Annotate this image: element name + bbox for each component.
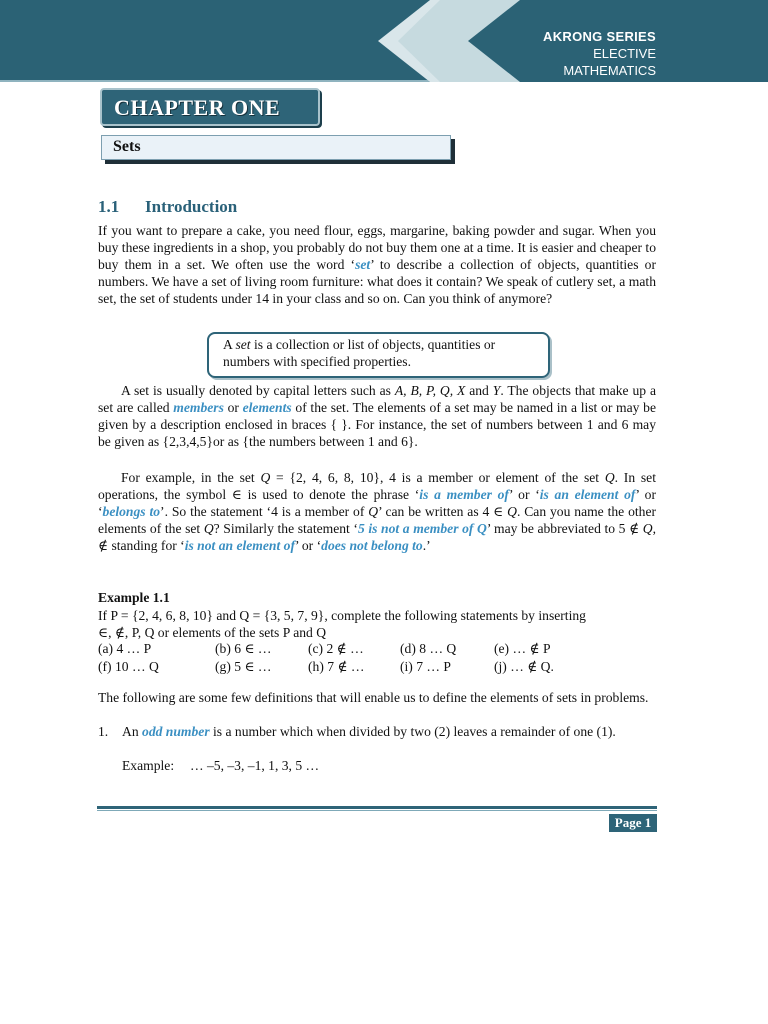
series-subject-line2: MATHEMATICS: [563, 63, 656, 78]
p3-text-7: ’ can be written as 4 ∈: [378, 504, 508, 519]
p2-letters: A, B, P, Q, X: [394, 383, 466, 398]
example-option: (a) 4 … P: [98, 641, 152, 656]
example-label: Example:: [122, 758, 175, 773]
is-member-of-term: is a member of: [419, 487, 509, 502]
example-option: (h) 7 ∉ …: [308, 659, 365, 674]
chapter-heading: [100, 88, 320, 126]
not-member-term: 5 is not a member of Q: [357, 521, 487, 536]
example-instruction-2: ∈, ∉, P, Q or elements of the sets P and Q: [98, 625, 327, 640]
series-title: AKRONG SERIES: [543, 29, 656, 44]
example-option: (f) 10 … Q: [98, 659, 159, 674]
p3-text-5: ’ or ‘: [98, 487, 656, 519]
p3-text-8: . Can you name the other elements of the set: [98, 504, 657, 536]
intro-paragraph: [98, 222, 656, 307]
not-belong-term: does not belong to: [321, 538, 423, 553]
list-item-example: [122, 757, 522, 774]
p3-text-3: . In set operations, the symbol ∈ is used to denote the phrase ‘: [98, 470, 656, 502]
odd-number-term: odd number: [142, 724, 210, 739]
example-option: (c) 2 ∉ …: [308, 641, 364, 656]
footer-rule: [97, 806, 657, 814]
page-number: Page 1: [609, 814, 657, 832]
definition-text: is a collection or list of objects, quantities or numbers with specified properties.: [223, 337, 496, 369]
set-notation-paragraph: [98, 382, 656, 450]
example-option: (g) 5 ∈ …: [215, 659, 272, 674]
p3-q4: Q: [507, 504, 517, 519]
intro-text-1: If you want to prepare a cake, you need flour, eggs, margarine, baking powder and sugar. When you buy these ingredients in a shop, you probably do not buy them one at a time. It is easier and cheaper to buy them in a set. We often use the word ‘: [98, 223, 656, 272]
p3-text-10: ’ may be abbreviated to 5 ∉: [486, 521, 643, 536]
section-heading: [98, 197, 237, 217]
example-option: (d) 8 … Q: [400, 641, 457, 656]
p3-text-1: For example, in the set: [121, 470, 261, 485]
definitions-intro: [98, 689, 656, 706]
definition-term: set: [235, 337, 251, 352]
chapter-subtitle-box: [101, 135, 451, 160]
chapter-title: CHAPTER ONE: [114, 95, 281, 120]
p3-q5: Q: [203, 521, 214, 536]
series-label: [543, 28, 656, 79]
p3-text-9: ? Similarly the statement ‘: [213, 521, 358, 536]
example-value: … –5, –3, –1, 1, 3, 5 …: [190, 758, 320, 773]
not-element-term: is not an element of: [184, 538, 295, 553]
p3-text-13: .’: [422, 538, 431, 553]
example-option: (e) … ∉ P: [494, 641, 551, 656]
chapter-subtitle: Sets: [113, 138, 141, 155]
intro-set-term: set: [355, 257, 371, 272]
p2-text-5: of the set. The elements of a set may be named in a list or may be given by a description enclosed in braces { }. For instance, the set of numbers between 1 and 6 may be given as {2,3,4,5}or as {the numbers between 1 and 6}.: [98, 400, 656, 449]
p3-text-6: ’. So the statement ‘4 is a member of: [160, 504, 369, 519]
list-item: [98, 723, 656, 740]
p3-q2: Q: [604, 470, 615, 485]
p3-q: Q: [260, 470, 271, 485]
section-title: Introduction: [145, 197, 238, 216]
p2-text-3: . The objects that make up a set are called: [98, 383, 656, 415]
definition-box: [207, 332, 550, 378]
p3-q3: Q: [368, 504, 379, 519]
p2-text-2: and: [465, 383, 493, 398]
p3-text-11: , ∉ standing for ‘: [98, 521, 656, 553]
list-item-text-2: is a number which when divided by two (2) leaves a remainder of one (1).: [209, 724, 616, 739]
example-instruction: If P = {2, 4, 6, 8, 10} and Q = {3, 5, 7, 9}, complete the following statements by inserting: [98, 608, 586, 623]
example-option: (j) … ∉ Q.: [494, 659, 554, 674]
example-option: (i) 7 … P: [400, 659, 451, 674]
is-element-of-term: is an element of: [539, 487, 636, 502]
definition-prefix: A: [223, 337, 236, 352]
p3-text-2: = {2, 4, 6, 8, 10}, 4 is a member or element of the set: [270, 470, 605, 485]
belongs-to-term: belongs to: [102, 504, 161, 519]
series-subject-line1: ELECTIVE: [593, 46, 656, 61]
example-option: (b) 6 ∈ …: [215, 641, 272, 656]
definitions-intro-text: The following are some few definitions that will enable us to define the elements of sets in problems.: [98, 690, 649, 705]
section-number: 1.1: [98, 197, 120, 216]
list-item-text-1: An: [122, 724, 143, 739]
example-title: Example 1.1: [98, 590, 170, 605]
p2-text-4: or: [223, 400, 243, 415]
intro-text-2: ’ to describe a collection of objects, quantities or numbers. We have a set of living room furniture: what does it contain? We speak of cutlery set, a math set, the set of students under 14 in your class and so on. Can you think of anymore?: [98, 257, 656, 306]
p3-text-4: ’ or ‘: [508, 487, 540, 502]
p2-letter-y: Y: [492, 383, 501, 398]
members-term: members: [173, 400, 224, 415]
p3-q6: Q: [642, 521, 653, 536]
p3-text-12: ’ or ‘: [294, 538, 322, 553]
p2-text-1: A set is usually denoted by capital letters such as: [121, 383, 395, 398]
list-item-number: 1.: [98, 724, 109, 739]
elements-term: elements: [242, 400, 292, 415]
membership-paragraph: [98, 469, 656, 554]
